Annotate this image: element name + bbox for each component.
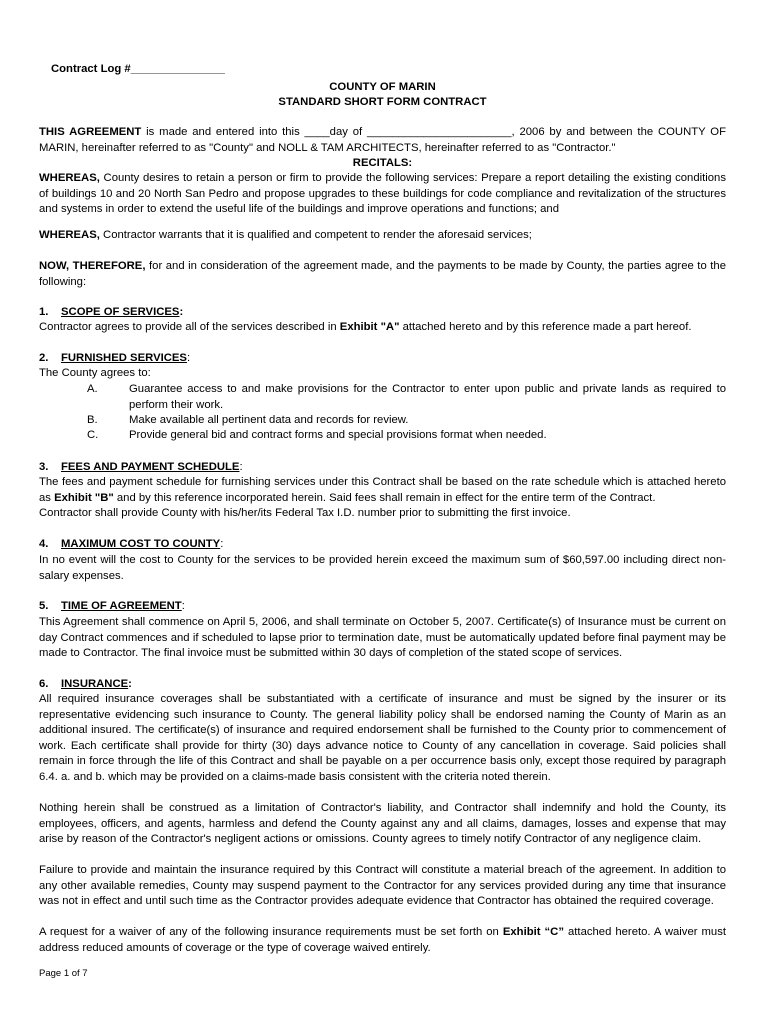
- section-6-title: INSURANCE: [61, 678, 129, 690]
- list-item-letter: C.: [87, 429, 99, 441]
- page-footer: Page 1 of 7: [39, 968, 88, 979]
- document-title-contract: STANDARD SHORT FORM CONTRACT: [278, 96, 487, 108]
- section-1-title: SCOPE OF SERVICES: [61, 306, 180, 318]
- section-6-p4-text-a: A request for a waiver of any of the following insurance requirements must be set forth on: [39, 926, 503, 938]
- now-therefore-lead: NOW, THEREFORE,: [39, 260, 146, 272]
- section-6-paragraph-3: Failure to provide and maintain the insurance required by this Contract will constitute a material breach of the agreement. In addition to any other available remedies, County may suspend payment to the Contractor for any services provided during any time that insurance was not in effect and until such time as the Contractor provides adequate evidence that Contractor has obtained the required coverage.: [39, 864, 726, 907]
- contract-log-label: Contract Log #: [51, 63, 131, 75]
- document-title-county: COUNTY OF MARIN: [329, 81, 436, 93]
- section-5-colon: :: [181, 600, 185, 612]
- list-item-letter: B.: [87, 414, 98, 426]
- section-3-title: FEES AND PAYMENT SCHEDULE: [61, 461, 240, 473]
- section-4-number: 4.: [39, 538, 49, 550]
- list-item: [87, 428, 726, 444]
- section-3-heading: [39, 460, 243, 476]
- section-5-title: TIME OF AGREEMENT: [61, 600, 182, 612]
- agreement-lead: THIS AGREEMENT: [39, 126, 142, 138]
- section-5-body: This Agreement shall commence on April 5, 2006, and shall terminate on October 5, 2007. Certificate(s) of Insurance must be current on day Contract commences and if scheduled to lapse prior to termination date, must be automatically updated before final payment may be made to Contractor. The final invoice must be submitted within 30 days of completion of the stated scope of services.: [39, 616, 726, 659]
- contract-log-line: [51, 62, 225, 78]
- section-2-intro: The County agrees to:: [39, 367, 151, 379]
- section-1-body: [39, 320, 726, 336]
- agreement-text: is made and entered into this ____day of _______________________, 2006 by and between the COUNTY OF MARIN, hereinafter referred to as "County" and NOLL & TAM ARCHITECTS, hereinafter referred to as "Contractor.": [39, 126, 726, 154]
- section-6-heading: [39, 677, 132, 693]
- whereas-2-text: Contractor warrants that it is qualified and competent to render the aforesaid services;: [99, 229, 532, 241]
- section-6-p4-text-b: attached hereto. A waiver must address reduced amounts of coverage or the type of coverage waived entirely.: [39, 926, 726, 954]
- now-therefore-text: for and in consideration of the agreement made, and the payments to be made by County, the parties agree to the following:: [39, 260, 726, 288]
- section-6-colon: :: [128, 678, 132, 690]
- list-item-text: Guarantee access to and make provisions for the Contractor to enter upon public and private lands as required to perform their work.: [129, 383, 726, 411]
- recitals-heading: RECITALS:: [352, 157, 413, 169]
- section-6-paragraph-4: [39, 925, 726, 956]
- section-5-number: 5.: [39, 600, 49, 612]
- section-1-colon: :: [179, 306, 184, 318]
- section-1-text-a: Contractor agrees to provide all of the services described in: [39, 321, 340, 333]
- whereas-1-text: County desires to retain a person or firm to provide the following services: Prepare a report detailing the existing conditions of buildings 10 and 20 North San Pedro and propose upgrades to these buildings for code compliance and revitalization of the structures and systems in order to extend the useful life of the buildings and improve operations and functions; and: [39, 172, 726, 215]
- section-2-heading: [39, 351, 190, 367]
- section-4-title: MAXIMUM COST TO COUNTY: [61, 538, 221, 550]
- section-6-paragraph-2: Nothing herein shall be construed as a limitation of Contractor's liability, and Contractor shall indemnify and hold the County, its employees, officers, and agents, harmless and defend the County against any and all claims, damages, losses and expense that may arise by reason of the Contractor's negligent actions or omissions. County agrees to timely notify Contractor of any negligence claim.: [39, 802, 726, 845]
- section-2-colon: :: [186, 352, 191, 364]
- whereas-2-lead: WHEREAS,: [39, 229, 100, 241]
- agreement-paragraph: [39, 125, 726, 156]
- section-3-text-a: The fees and payment schedule for furnishing services under this Contract shall be based on the rate schedule which is attached hereto as: [39, 476, 726, 504]
- section-3-body: [39, 475, 726, 506]
- list-item: [87, 413, 726, 429]
- section-6-exhibit: Exhibit “C”: [502, 926, 564, 938]
- section-4-heading: [39, 537, 223, 553]
- section-1-heading: [39, 305, 183, 321]
- section-3-tax-id: Contractor shall provide County with his/her/its Federal Tax I.D. number prior to submitting the first invoice.: [39, 507, 571, 519]
- contract-log-blank: _______________: [130, 63, 225, 75]
- section-4-body: In no event will the cost to County for the services to be provided herein exceed the maximum sum of $60,597.00 including direct non-salary expenses.: [39, 554, 726, 582]
- section-3-exhibit: Exhibit "B": [54, 491, 114, 504]
- section-5-heading: [39, 599, 185, 615]
- section-2-number: 2.: [39, 352, 49, 364]
- section-3-colon: :: [239, 461, 243, 473]
- whereas-paragraph-2: [39, 228, 726, 244]
- section-2-title: FURNISHED SERVICES: [61, 352, 187, 364]
- list-item: [87, 382, 726, 413]
- whereas-paragraph-1: [39, 171, 726, 218]
- list-item-text: Make available all pertinent data and records for review.: [129, 414, 409, 426]
- section-6-paragraph-1: All required insurance coverages shall be substantiated with a certificate of insurance and must be signed by the insurer or its representative evidencing such insurance to County. The general liability policy shall be endorsed naming the County of Marin as an additional insured. The certificate(s) of insurance and required endorsement shall be furnished to the County prior to commencement of work. Each certificate shall provide for thirty (30) days advance notice to County of any cancellation in coverage. Said policies shall remain in force through the life of this Contract and shall be payable on a per occurrence basis only, except those required by paragraph 6.4. a. and b. which may be provided on a claims-made basis consistent with the criteria noted therein.: [39, 693, 726, 783]
- section-3-text-b: and by this reference incorporated herein. Said fees shall remain in effect for the entire term of the Contract.: [113, 491, 656, 504]
- section-1-number: 1.: [39, 306, 49, 318]
- list-item-text: Provide general bid and contract forms and special provisions format when needed.: [129, 429, 547, 441]
- now-therefore-paragraph: [39, 259, 726, 290]
- section-4-colon: :: [220, 538, 224, 550]
- section-6-number: 6.: [39, 678, 49, 690]
- section-1-exhibit: Exhibit "A": [339, 321, 400, 333]
- list-item-letter: A.: [87, 383, 98, 395]
- section-3-number: 3.: [39, 461, 49, 473]
- whereas-1-lead: WHEREAS,: [39, 172, 100, 184]
- section-1-text-b: attached hereto and by this reference made a part hereof.: [399, 321, 692, 333]
